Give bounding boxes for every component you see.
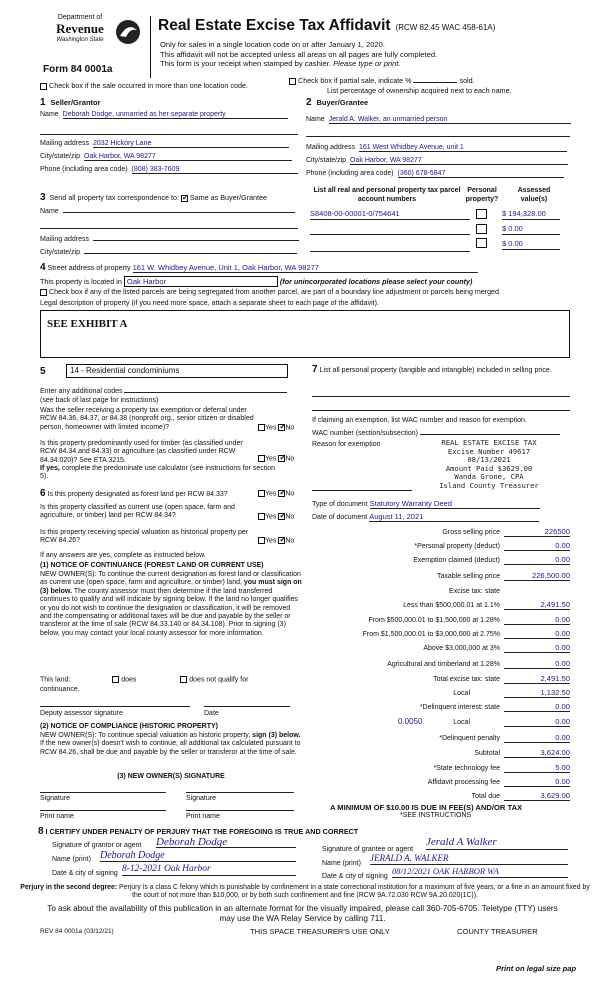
seller-mail-row — [40, 140, 289, 148]
multi-location-row — [40, 81, 248, 90]
seller-phone-row — [40, 166, 298, 174]
personal-checkbox-2[interactable] — [476, 224, 487, 234]
legal-label: Legal description of property (if you need more space, attach a separate sheet to each page of the affidavit). — [40, 299, 380, 307]
personal-col-header: Personal property? — [465, 187, 499, 203]
calc-label: From $1,500,000.01 to $3,000,000 at 2.75% — [362, 631, 500, 638]
multi-location-checkbox[interactable] — [40, 83, 47, 90]
treasurer-use: THIS SPACE TREASURER'S USE ONLY — [250, 927, 390, 936]
buyer-phone-field[interactable]: (360) 678-5847 — [398, 170, 564, 178]
section3-city-field[interactable] — [84, 253, 297, 254]
personal-checkbox-1[interactable] — [476, 209, 487, 219]
multi-location-label: Check box if the sale occurred in more than one location code. — [49, 81, 248, 90]
segregated-label: Check box if any of the listed parcels are being segregated from another parcel, are part of a boundary line adjustment or parcels being merged. — [48, 288, 501, 296]
compliance-text — [40, 732, 302, 757]
calc-label: Subtotal — [474, 750, 500, 757]
calc-value[interactable]: 2,491.50 — [504, 600, 570, 610]
calc-label: Local — [453, 690, 470, 697]
street-label: Street address of property — [47, 263, 131, 272]
calc-value[interactable]: 0.00 — [504, 555, 570, 565]
stamp-line-5: Wanda Grone, CPA — [454, 472, 524, 482]
parcel-row — [310, 209, 470, 220]
buyer-heading — [306, 97, 368, 108]
continuance-word: continuance. — [40, 686, 80, 693]
section3-text: Send all property tax correspondence to: — [49, 193, 179, 202]
section3-city-label: City/state/zip — [40, 249, 81, 256]
no-label: No — [285, 490, 295, 498]
doc-type-field[interactable]: Statutory Warranty Deed — [370, 499, 540, 509]
seller-city-field[interactable]: Oak Harbor, WA 98277 — [84, 153, 292, 161]
section3-name-field[interactable] — [63, 212, 295, 213]
does-not-checkbox[interactable] — [180, 676, 187, 683]
stamp-line-6: Island County Treasurer — [439, 480, 539, 490]
form-rcw: (RCW 82.45 WAC 458-61A) — [395, 23, 496, 32]
perjury-notice — [20, 884, 590, 900]
buyer-heading-label: Buyer/Grantee — [316, 98, 369, 107]
q-timber-no-checkbox[interactable] — [278, 455, 285, 462]
located-note: (for unincorporated locations please select your county) — [279, 277, 473, 286]
reason-line[interactable] — [312, 490, 412, 491]
calc-value[interactable]: 1,132.50 — [504, 688, 570, 698]
ifyes-text: complete the predominate use calculator (see instructions for section 5). — [40, 465, 276, 481]
assessed-value-1[interactable]: $ 194,328.00 — [502, 209, 560, 220]
calc-label: Agricultural and timberland at 1.28% — [387, 661, 500, 668]
stamp-line-2: Excise Number 49617 — [447, 446, 531, 456]
enter-codes-row — [40, 388, 287, 395]
buyer-num: 2 — [306, 97, 312, 108]
street-field[interactable]: 161 W. Whidbey Avenue, Unit 1, Oak Harbor, WA 98277 — [133, 263, 478, 273]
deputy-label: Deputy assessor signature — [40, 710, 123, 717]
dept-line3: Washington State — [56, 37, 104, 43]
section7-text — [312, 366, 568, 375]
calc-value[interactable]: 5.00 — [504, 763, 570, 773]
dept-line2: Revenue — [56, 21, 104, 36]
this-land-row — [40, 676, 248, 683]
no-label: No — [285, 537, 295, 545]
calc-value[interactable]: 3,629.00 — [504, 791, 570, 801]
section6-q3: Is this property receiving special valuation as historical property per RCW 84.26? — [40, 529, 249, 545]
grantor-signature[interactable]: Deborah Dodge — [156, 836, 296, 848]
doc-date-label: Date of document — [312, 514, 368, 521]
partial-note: List percentage of ownership acquired next to each name. — [327, 86, 512, 95]
section6-q3-answer — [258, 537, 294, 544]
calc-label: Above $3,000,000 at 3% — [423, 645, 500, 652]
seller-city-label: City/state/zip — [40, 153, 81, 160]
grantor-name[interactable]: Deborah Dodge — [100, 850, 296, 862]
seller-name-row — [40, 111, 298, 119]
owner-signature-line-1[interactable] — [40, 792, 166, 793]
calc-label: *Personal property (deduct) — [414, 543, 500, 550]
form-title: Real Estate Excise Tax Affidavit — [158, 17, 391, 34]
if-yes-note: If any answers are yes, complete as instructed below. — [40, 552, 206, 559]
partial-percent-field[interactable] — [413, 82, 457, 83]
calc-label: *Delinquent interest: state — [419, 704, 500, 711]
grantee-signature[interactable]: Jerald A Walker — [426, 836, 568, 850]
q-timber: Is this property predominantly used for timber (as classified under RCW 84.34 and 84.33) or agriculture (as classified under RCW 84.34.020)? See ETA 3215. — [40, 440, 243, 464]
located-row — [40, 276, 472, 287]
calc-label: *State technology fee — [433, 765, 500, 772]
section4-num: 4 — [40, 262, 46, 273]
perjury-bold: Perjury in the second degree: — [20, 884, 118, 891]
grantor-date-label: Date & city of signing — [52, 870, 118, 877]
yes-label: Yes — [265, 513, 277, 521]
parcel-number-2[interactable] — [310, 234, 470, 235]
partial-sale-label: Check box if partial sale, indicate % — [298, 76, 412, 85]
section3-name-row — [40, 208, 295, 215]
forest-no-checkbox[interactable] — [278, 490, 285, 497]
section6-num: 6 — [40, 488, 46, 499]
parcel-number-3[interactable] — [310, 251, 470, 252]
owner-print-label-1: Print name — [40, 813, 74, 820]
legal-description: SEE EXHIBIT A — [47, 318, 128, 330]
perjury-text: Perjury is a class C felony which is punishable by confinement in a state correctional institution for a maximum of five years, or a fine in an amount fixed by the court of not more than $10,000, or by both such confinement and fine (RCW 9A.72.030 RCW 9A.20.020(1C)). — [119, 884, 590, 900]
header-line3a: This form is your receipt when stamped by cashier. — [160, 59, 331, 68]
current-use-yes-checkbox[interactable] — [258, 513, 265, 520]
seller-mail-field[interactable]: 2032 Hickory Lane — [93, 140, 289, 148]
segregated-row — [40, 288, 501, 296]
section3-heading — [40, 192, 267, 203]
seller-phone-field[interactable]: (808) 383-7609 — [132, 166, 298, 174]
minimum-note: A MINIMUM OF $10.00 IS DUE IN FEE(S) AND/OR TAX — [330, 803, 523, 812]
deputy-signature-line[interactable] — [40, 706, 190, 707]
buyer-city-row — [306, 157, 568, 165]
dept-logo — [42, 14, 118, 43]
assessed-col-header: Assessed value(s) — [517, 187, 551, 203]
calc-label: From $500,000.01 to $1,500,000 at 1.28% — [368, 617, 500, 624]
section6-q2: Is this property classified as current use (open space, farm and agriculture, or timber) land per RCW 84.34? — [40, 504, 235, 520]
buyer-name-label: Name — [306, 116, 325, 123]
owner-signature-label-1: Signature — [40, 795, 70, 802]
same-as-buyer-label: Same as Buyer/Grantee — [189, 193, 267, 202]
buyer-city-field[interactable]: Oak Harbor, WA 98277 — [350, 157, 568, 165]
enter-codes-label: Enter any additional codes — [40, 388, 123, 395]
buyer-phone-label: Phone (including area code) — [306, 170, 394, 177]
located-select[interactable]: Oak Harbor — [124, 276, 278, 287]
rev-number: REV 84 0001a (03/12/21) — [40, 928, 114, 935]
buyer-name-row — [306, 116, 571, 124]
grantee-date[interactable]: 08/12/2021 OAK HARBOR WA — [392, 866, 568, 878]
deputy-date-line[interactable] — [204, 706, 290, 707]
wac-row — [312, 430, 560, 437]
compliance-text-a: NEW OWNER(S): To continue special valuation as historic property, — [40, 732, 251, 739]
calc-label: Less than $500,000.01 at 1.1% — [403, 602, 500, 609]
owner-print-line-2[interactable] — [186, 810, 294, 811]
header-line1: Only for sales in a single location code on or after January 1, 2020. — [160, 40, 385, 49]
grantee-date-label: Date & city of signing — [322, 873, 388, 880]
seller-num: 1 — [40, 97, 46, 108]
header-instructions — [160, 40, 437, 69]
seller-heading-label: Seller/Grantor — [50, 98, 101, 107]
partial-sale-row — [289, 76, 475, 85]
header-line3b: Please type or print. — [333, 59, 401, 68]
assessed-value-3[interactable]: $ 0.00 — [502, 239, 560, 250]
form-title-row — [158, 17, 495, 35]
doc-date-field[interactable]: August 11, 2021 — [369, 512, 539, 522]
section5-num: 5 — [40, 366, 46, 377]
section3-mail-row — [40, 236, 299, 243]
treasurer-stamp — [416, 439, 562, 491]
owner-signature-label-2: Signature — [186, 795, 216, 802]
partial-sold-label: sold. — [459, 76, 475, 85]
parcel-number-1[interactable]: S8408-00-00001-0/754641 — [310, 209, 470, 220]
does-not-label: does not qualify for — [189, 676, 249, 684]
q-exemption-answer — [258, 424, 294, 431]
yes-label: Yes — [265, 455, 277, 463]
buyer-city-label: City/state/zip — [306, 157, 347, 164]
section3-city-row — [40, 249, 297, 256]
calc-value[interactable]: 0.00 — [504, 659, 570, 669]
owner-print-line-1[interactable] — [40, 810, 166, 811]
continuance-text-c: The county assessor must then determine if the land transferred continues to qualify and will indicate by signing below. If the land no longer qualifies or you do not wish to continue the designation or classification, it will be removed and the compensating or additional taxes will be due and payable by the seller or transferor at the time of sale (RCW 84.33.140 or 84.34.108). Prior to signing (3) below, you may contact your local county assessor for more information. — [40, 587, 298, 637]
doc-type-label: Type of document — [312, 501, 368, 508]
compliance-text-c: If the new owner(s) doesn't wish to continue, all additional tax calculated pursuant to RCW 84.26, shall be due and payable by the seller or transferor at the time of sale. — [40, 740, 301, 756]
deputy-date-label: Date — [204, 710, 219, 717]
doc-date-row — [312, 512, 539, 522]
seller-mail-label: Mailing address — [40, 140, 90, 147]
historic-yes-checkbox[interactable] — [258, 537, 265, 544]
section3-name-label: Name — [40, 208, 59, 215]
form-number: Form 84 0001a — [43, 64, 113, 75]
buyer-mail-row — [306, 144, 567, 152]
wac-field[interactable] — [420, 434, 560, 435]
grantor-sig-label: Signature of grantor or agent — [52, 842, 142, 849]
county-treasurer: COUNTY TREASURER — [457, 927, 538, 936]
section7-num: 7 — [312, 364, 318, 375]
section6-q2-answer — [258, 513, 294, 520]
grantee-name[interactable]: JERALD A. WALKER — [370, 853, 568, 865]
calc-value[interactable]: 0.00 — [504, 643, 570, 653]
calc-value[interactable]: 3,624.00 — [504, 748, 570, 758]
wa-seal-icon — [112, 18, 144, 46]
section6-q1-answer — [258, 490, 294, 497]
q-timber-yes-checkbox[interactable] — [258, 455, 265, 462]
current-use-no-checkbox[interactable] — [278, 513, 285, 520]
stamp-line-1: REAL ESTATE EXCISE TAX — [441, 438, 537, 447]
seller-name-line2 — [40, 134, 298, 135]
same-as-buyer-checkbox[interactable] — [181, 195, 188, 202]
this-land-label: This land: — [40, 676, 71, 684]
see-back-label: (see back of last page for instructions) — [40, 397, 159, 404]
section3-name-line2 — [40, 228, 298, 229]
local-rate: 0.0050 — [398, 717, 423, 726]
dept-line1: Department of — [57, 14, 103, 21]
header-line2: This affidavit will not be accepted unless all areas on all pages are fully completed. — [160, 49, 438, 59]
q-timber-ifyes — [40, 465, 280, 482]
compliance-text-b: sign (3) below. — [252, 732, 301, 739]
stamp-line-4: Amount Paid $3629.00 — [445, 463, 533, 473]
doc-type-row — [312, 499, 540, 509]
seller-heading — [40, 97, 101, 108]
section8-num: 8 — [38, 826, 44, 837]
additional-codes-field[interactable] — [124, 392, 287, 393]
buyer-phone-row — [306, 170, 564, 178]
q-exemption: Was the seller receiving a property tax exemption or deferral under RCW 84.36, 84.37, or 84.38 (nonprofit org., senior citizen or disabled person, homeowner with limited income)? — [40, 407, 254, 431]
new-owner-heading: (3) NEW OWNER(S) SIGNATURE — [117, 773, 225, 780]
located-label: This property is located in — [40, 277, 122, 286]
seller-name-label: Name — [40, 111, 59, 118]
no-label: No — [285, 513, 295, 521]
grantor-name-label: Name (print) — [52, 856, 91, 863]
q-timber-answer — [258, 455, 294, 462]
legal-description-box[interactable] — [40, 310, 570, 358]
reason-label: Reason for exemption — [312, 441, 381, 448]
wac-label: WAC number (section/subsection) — [312, 430, 418, 437]
segregated-checkbox[interactable] — [40, 289, 47, 296]
calc-label: Total due — [471, 793, 500, 800]
section6-q1 — [40, 488, 228, 499]
does-checkbox[interactable] — [112, 676, 119, 683]
seller-name-field[interactable]: Deborah Dodge, unmarried as her separate property — [63, 111, 288, 119]
yes-label: Yes — [265, 424, 277, 432]
calc-label: Gross selling price — [442, 529, 500, 536]
section3-mail-field[interactable] — [93, 240, 299, 241]
yes-label: Yes — [265, 537, 277, 545]
no-label: No — [285, 424, 295, 432]
calc-label: *Delinquent penalty — [439, 735, 500, 742]
certify-label: I CERTIFY UNDER PENALTY OF PERJURY THAT THE FOREGOING IS TRUE AND CORRECT — [45, 827, 359, 836]
calc-value[interactable]: 226500 — [504, 527, 570, 537]
calc-value[interactable]: 0.00 — [504, 541, 570, 551]
ifyes-bold: If yes, — [40, 465, 60, 472]
continuance-text-a: NEW OWNER(S): To continue the current designation as forest land or classification as current use (open space, farm and agriculture, or timber) land, — [40, 571, 301, 587]
calc-label: Excise tax: state — [449, 588, 500, 595]
buyer-mail-field[interactable]: 161 West Whidbey Avenue, unit 1 — [359, 144, 567, 152]
yes-label: Yes — [265, 490, 277, 498]
section7-label: List all personal property (tangible and intangible) included in selling price. — [319, 366, 552, 374]
calc-value[interactable]: 0.00 — [504, 615, 570, 625]
header-divider — [150, 16, 151, 78]
buyer-name-line2 — [306, 136, 570, 137]
alt-format-note: To ask about the availability of this publication in an alternate format for the visually impaired, please call 360-705-6705. Teletype (TTY) users may use the WA Relay Service by calling 711. — [47, 904, 558, 923]
stamp-line-3: 08/13/2021 — [467, 455, 511, 465]
use-code-select[interactable]: 14 - Residential condominiums — [66, 364, 288, 378]
grantee-name-label: Name (print) — [322, 860, 361, 867]
continuance-heading: (1) NOTICE OF CONTINUANCE (FOREST LAND OR CURRENT USE) — [40, 562, 264, 569]
grantor-date[interactable]: 8-12-2021 Oak Harbor — [122, 864, 296, 876]
continuance-text-b: you must sign on (3) below. — [40, 579, 302, 595]
calc-value[interactable]: 2,491.50 — [504, 674, 570, 684]
seller-city-row — [40, 153, 292, 161]
print-legal-note: Print on legal size pap — [496, 964, 577, 973]
calc-value[interactable]: 0.00 — [504, 629, 570, 639]
calc-value[interactable]: 0.00 — [504, 777, 570, 787]
seller-phone-label: Phone (including area code) — [40, 166, 128, 173]
owner-print-label-2: Print name — [186, 813, 220, 820]
owner-signature-line-2[interactable] — [186, 792, 294, 793]
compliance-heading: (2) NOTICE OF COMPLIANCE (HISTORIC PROPERTY) — [40, 723, 218, 730]
calc-label: Exemption claimed (deduct) — [413, 557, 500, 564]
calc-label: Affidavit processing fee — [427, 779, 500, 786]
buyer-mail-label: Mailing address — [306, 144, 356, 151]
parcel-col-header: List all real and personal property tax parcel account numbers — [313, 187, 461, 203]
section3-num: 3 — [40, 192, 46, 203]
does-label: does — [121, 676, 137, 684]
buyer-name-field[interactable]: Jerald A. Walker, an unmarried person — [329, 116, 571, 124]
calc-value[interactable]: 0.00 — [504, 733, 570, 743]
see-instructions: *SEE INSTRUCTIONS — [400, 812, 472, 819]
exemption-note: If claiming an exemption, list WAC number and reason for exemption. — [312, 417, 527, 424]
historic-no-checkbox[interactable] — [278, 537, 285, 544]
section3-mail-label: Mailing address — [40, 236, 90, 243]
calc-label: Taxable selling price — [436, 573, 500, 580]
partial-sale-checkbox[interactable] — [289, 78, 296, 85]
continuance-text — [40, 571, 302, 638]
section4-street-row — [40, 262, 478, 273]
calc-value[interactable]: 0.00 — [504, 717, 570, 727]
q-exemption-no-checkbox[interactable] — [278, 424, 285, 431]
no-label: No — [285, 455, 295, 463]
grantee-sig-label: Signature of grantee or agent — [322, 846, 414, 853]
personal-property-line-1[interactable] — [312, 396, 570, 397]
calc-value[interactable]: 226,500.00 — [504, 571, 570, 581]
calc-label: Local — [453, 719, 470, 726]
forest-yes-checkbox[interactable] — [258, 490, 265, 497]
section6-q1-text: Is this property designated as forest land per RCW 84.33? — [47, 491, 228, 498]
q-exemption-yes-checkbox[interactable] — [258, 424, 265, 431]
assessed-value-2[interactable]: $ 0.00 — [502, 224, 560, 235]
personal-checkbox-3[interactable] — [476, 238, 487, 248]
personal-property-line-2[interactable] — [312, 410, 570, 411]
calc-value[interactable]: 0.00 — [504, 702, 570, 712]
calc-label: Total excise tax: state — [433, 676, 500, 683]
